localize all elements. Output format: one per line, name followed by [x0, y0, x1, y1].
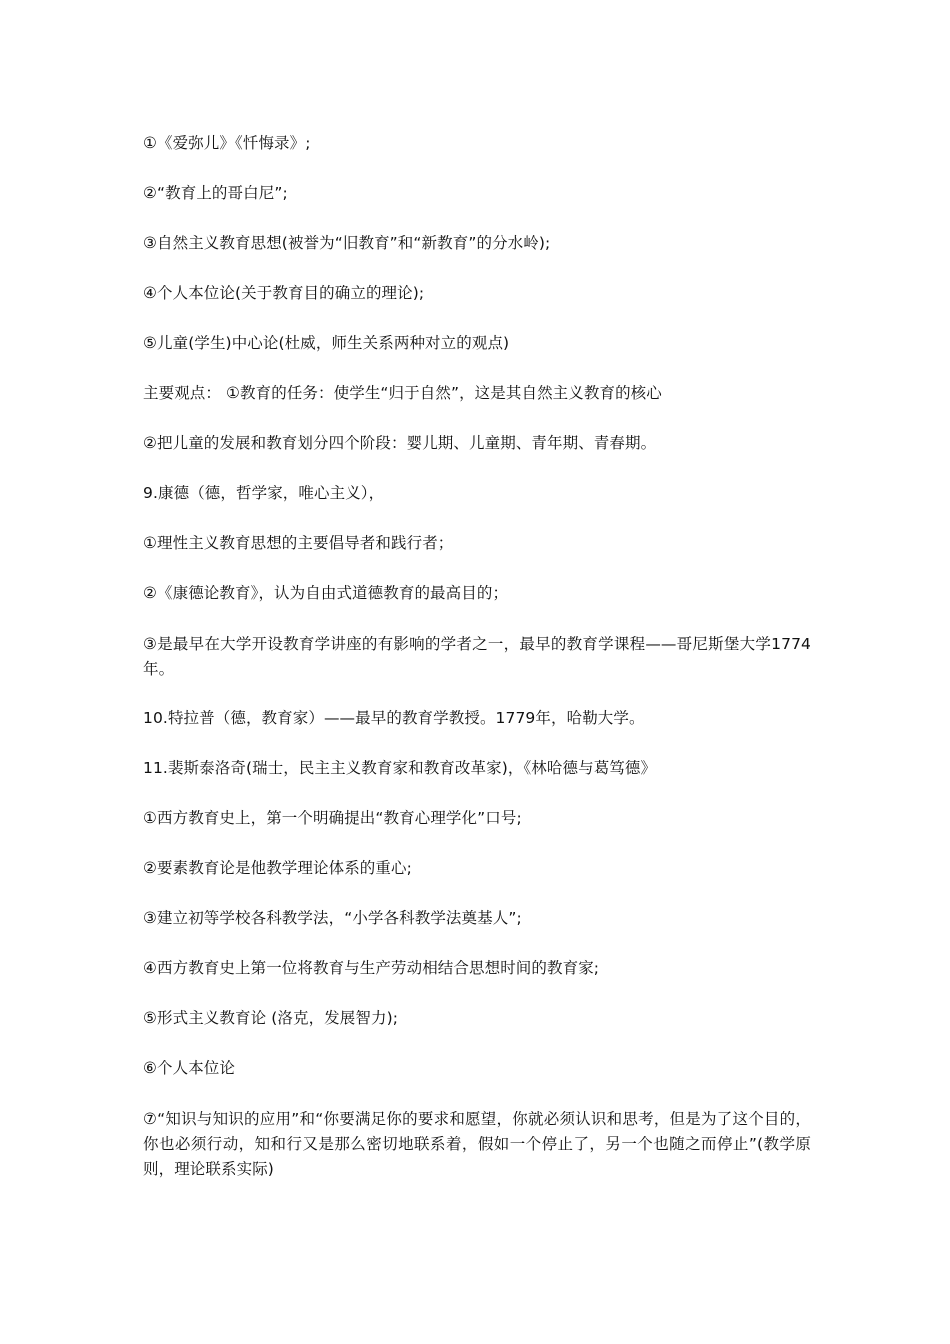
paragraph-2: ②“教育上的哥白尼”;	[143, 184, 288, 202]
paragraph-6: 主要观点： ①教育的任务：使学生“归于自然”，这是其自然主义教育的核心	[143, 384, 662, 402]
paragraph-10: ②《康德论教育》，认为自由式道德教育的最高目的；	[143, 584, 509, 602]
paragraph-17: ④西方教育史上第一位将教育与生产劳动相结合思想时间的教育家;	[143, 959, 600, 977]
paragraph-13: 11.裴斯泰洛奇(瑞士，民主主义教育家和教育改革家)，《林哈德与葛笃德》	[143, 759, 657, 777]
paragraph-7: ②把儿童的发展和教育划分四个阶段：婴儿期、儿童期、青年期、青春期。	[143, 434, 657, 452]
paragraph-11: ③是最早在大学开设教育学讲座的有影响的学者之一，最早的教育学课程——哥尼斯堡大学1774年。	[143, 635, 811, 678]
document-page	[143, 132, 811, 1182]
paragraph-12: 10.特拉普（德，教育家）——最早的教育学教授。1779年，哈勒大学。	[143, 709, 645, 727]
paragraph-18: ⑤形式主义教育论 (洛克，发展智力);	[143, 1009, 399, 1027]
paragraph-4: ④个人本位论(关于教育目的确立的理论);	[143, 284, 425, 302]
paragraph-1: ①《爱弥儿》《忏悔录》;	[143, 134, 311, 152]
paragraph-19: ⑥个人本位论	[143, 1059, 235, 1077]
paragraph-20: ⑦“知识与知识的应用”和“你要满足你的要求和愿望，你就必须认识和思考，但是为了这个目的，你也必须行动，知和行又是那么密切地联系着，假如一个停止了，另一个也随之而停止”(教学原则，理论联系实际)	[143, 1110, 811, 1178]
paragraph-9: ①理性主义教育思想的主要倡导者和践行者；	[143, 534, 454, 552]
paragraph-14: ①西方教育史上，第一个明确提出“教育心理学化”口号;	[143, 809, 522, 827]
paragraph-16: ③建立初等学校各科教学法，“小学各科教学法奠基人”;	[143, 909, 522, 927]
paragraph-15: ②要素教育论是他教学理论体系的重心;	[143, 859, 412, 877]
paragraph-8: 9.康德（德，哲学家，唯心主义），	[143, 484, 385, 502]
paragraph-3: ③自然主义教育思想(被誉为“旧教育”和“新教育”的分水岭);	[143, 234, 551, 252]
paragraph-5: ⑤儿童(学生)中心论(杜威，师生关系两种对立的观点)	[143, 334, 510, 352]
